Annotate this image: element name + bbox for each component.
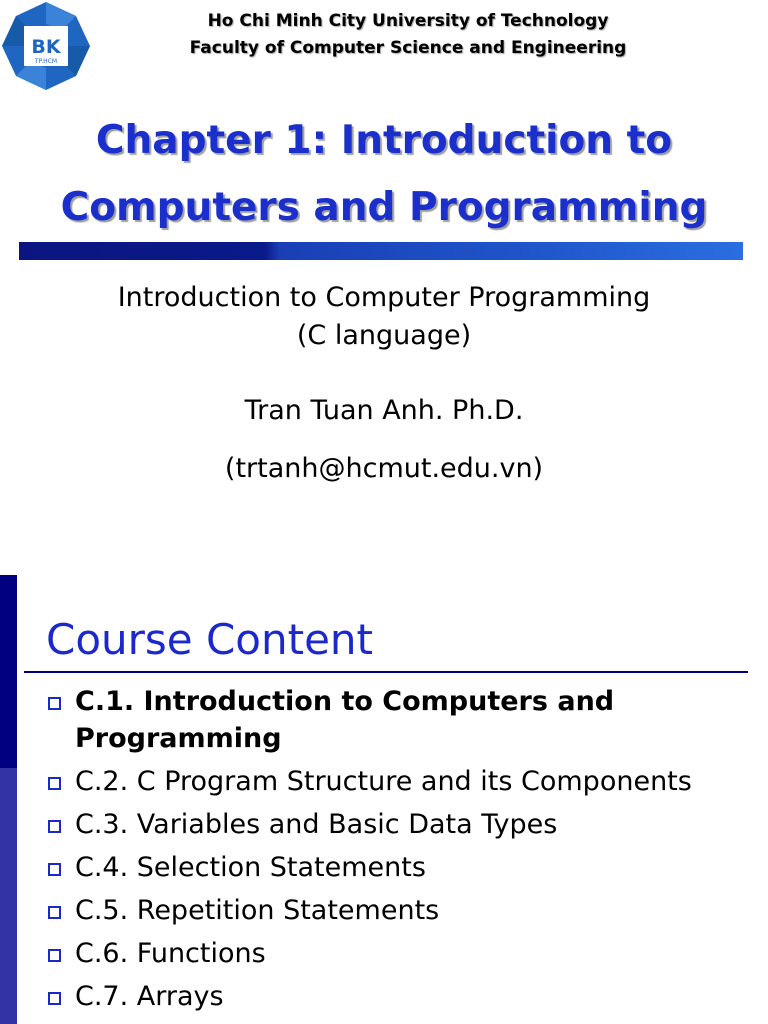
chapter-title-line-2: Computers and Programming	[60, 185, 708, 230]
author-name: Tran Tuan Anh. Ph.D.	[244, 395, 524, 426]
course-content-slide	[0, 575, 768, 1024]
course-content-item	[48, 935, 748, 972]
square-bullet-icon	[48, 949, 61, 962]
square-bullet-icon	[48, 697, 61, 710]
course-content-item-text: C.2. C Program Structure and its Components	[75, 766, 692, 797]
university-name: Ho Chi Minh City University of Technology	[207, 11, 609, 31]
square-bullet-icon	[48, 906, 61, 919]
course-language: (C language)	[296, 320, 472, 351]
course-content-item-text: C.3. Variables and Basic Data Types	[75, 809, 558, 840]
course-content-item	[48, 892, 748, 929]
left-accent-band-lower	[0, 768, 17, 1024]
course-content-item-text: C.4. Selection Statements	[75, 852, 426, 883]
chapter-title-line-1: Chapter 1: Introduction to	[95, 118, 673, 163]
course-content-item-text: C.7. Arrays	[75, 981, 224, 1012]
square-bullet-icon	[48, 992, 61, 1005]
logo-subtext: TP.HCM	[34, 58, 58, 65]
course-content-title: Course Content	[46, 615, 374, 664]
course-content-list	[48, 683, 748, 1021]
faculty-name: Faculty of Computer Science and Engineering	[189, 38, 627, 58]
title-rule	[24, 671, 748, 673]
square-bullet-icon	[48, 777, 61, 790]
author-email: (trtanh@hcmut.edu.vn)	[224, 453, 544, 484]
course-content-item	[48, 763, 748, 800]
course-content-item-text: C.5. Repetition Statements	[75, 895, 440, 926]
course-content-item	[48, 978, 748, 1015]
university-logo	[0, 0, 92, 92]
course-content-item	[48, 849, 748, 886]
square-bullet-icon	[48, 820, 61, 833]
course-subtitle: Introduction to Computer Programming	[117, 282, 651, 313]
course-content-item-text: C.1. Introduction to Computers and Programming	[75, 686, 615, 754]
title-underline-bar	[19, 242, 743, 260]
logo-text: BK	[31, 36, 61, 58]
course-content-item-text: C.6. Functions	[75, 938, 266, 969]
course-content-item	[48, 683, 748, 757]
square-bullet-icon	[48, 863, 61, 876]
course-content-item	[48, 806, 748, 843]
